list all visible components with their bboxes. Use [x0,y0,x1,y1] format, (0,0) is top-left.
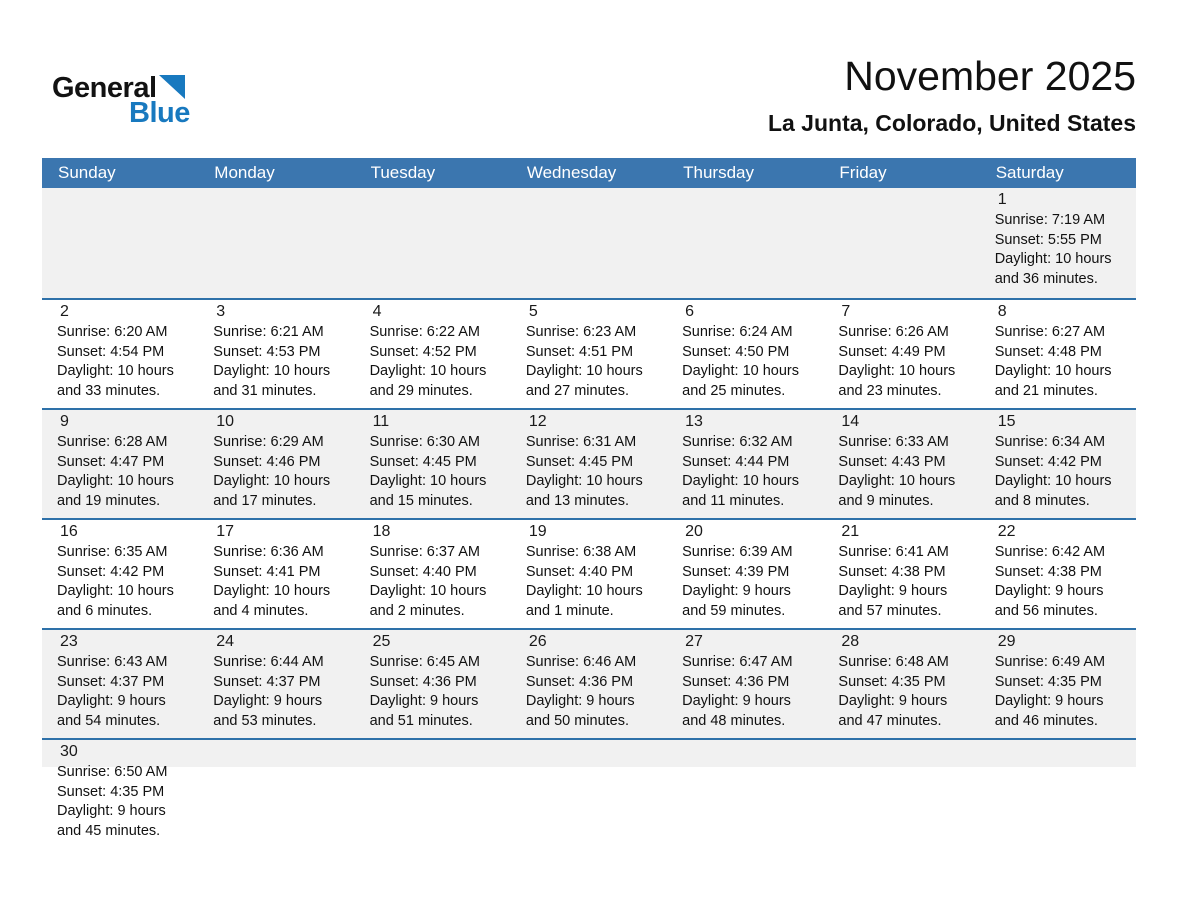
day-number: 30 [60,743,78,760]
day-info-line: Daylight: 9 hours [838,583,948,599]
day-info-line: and 11 minutes. [682,492,785,509]
logo-text-general: General [52,72,157,104]
day-cell-20 [667,520,823,628]
day-info-line: Sunset: 4:50 PM [682,343,790,360]
day-info-line: and 9 minutes. [838,492,934,509]
day-number: 5 [528,303,538,320]
day-info-line: Daylight: 10 hours [838,473,956,489]
day-number: 15 [997,413,1016,430]
day-info-line: Sunrise: 6:47 AM [682,654,793,670]
day-info-line: Sunrise: 6:44 AM [213,654,324,670]
day-cell-25 [355,630,511,738]
day-number: 3 [216,303,226,320]
day-number: 27 [685,633,703,650]
day-info-line: Sunrise: 6:42 AM [994,544,1106,560]
day-info-line: Daylight: 10 hours [57,583,174,599]
day-info-line: Sunrise: 6:49 AM [994,654,1106,670]
day-info-line: Daylight: 10 hours [369,583,487,599]
day-info-line: and 19 minutes. [57,492,161,509]
day-info-line: Sunset: 4:36 PM [525,673,634,690]
empty-day-cell [355,740,511,918]
day-number: 7 [841,303,851,320]
empty-day-cell [667,740,823,918]
day-cell-2 [42,300,198,408]
empty-day-cell [980,740,1136,918]
day-info-line: Sunrise: 6:50 AM [57,764,168,780]
day-info-line: Daylight: 9 hours [994,693,1104,709]
day-number: 21 [841,523,860,540]
day-info-line: and 6 minutes. [57,602,153,619]
day-info-line: Sunrise: 6:37 AM [369,544,480,560]
empty-day-cell [823,188,979,298]
day-info-line: Daylight: 10 hours [213,473,331,489]
day-info-line: Sunrise: 6:29 AM [213,434,324,450]
day-info-line: Sunset: 4:42 PM [994,453,1102,470]
empty-day-cell [198,188,354,298]
day-info-line: Sunset: 4:40 PM [369,563,477,580]
day-info-line: and 1 minute. [525,602,614,619]
day-info-line: and 50 minutes. [525,712,630,729]
day-cell-19 [511,520,667,628]
weekday-header-sunday: Sunday [58,163,116,182]
empty-day-cell [198,740,354,918]
title-block [768,55,1136,137]
day-info-line: and 48 minutes. [682,712,786,729]
day-number: 29 [997,633,1016,650]
day-info-line: Sunrise: 6:35 AM [57,544,168,560]
day-info-line: Sunrise: 6:24 AM [682,324,793,340]
day-info-line: and 13 minutes. [525,492,630,509]
day-info-line: Sunset: 4:39 PM [682,563,790,580]
day-info-line: and 59 minutes. [682,602,786,619]
day-cell-30 [42,740,198,918]
day-info-line: and 45 minutes. [57,822,161,839]
day-info-line: and 46 minutes. [994,712,1098,729]
day-number: 17 [216,523,235,540]
day-info-line: Sunrise: 6:21 AM [213,324,324,340]
day-info-line: Sunset: 4:37 PM [213,673,321,690]
day-info-line: Daylight: 9 hours [525,693,635,709]
week-row-5 [42,628,1136,738]
day-info-line: Daylight: 10 hours [213,363,331,379]
day-number: 28 [841,633,860,650]
page-header [0,0,1188,158]
day-info-line: Sunset: 4:35 PM [838,673,946,690]
day-number: 6 [685,303,695,320]
day-info-line: and 29 minutes. [369,382,473,399]
day-info-line: Sunrise: 6:45 AM [369,654,480,670]
day-number: 16 [60,523,78,540]
day-info-line: Sunset: 4:54 PM [57,343,165,360]
day-number: 18 [372,523,391,540]
day-info-line: and 47 minutes. [838,712,942,729]
day-info-line: Daylight: 10 hours [57,473,174,489]
day-info-line: Sunrise: 6:28 AM [57,434,168,450]
day-cell-3 [198,300,354,408]
day-info-line: Daylight: 9 hours [213,693,323,709]
day-info-line: Sunset: 4:43 PM [838,453,946,470]
day-info-line: Sunset: 4:48 PM [994,343,1102,360]
day-info-line: Sunset: 4:52 PM [369,343,477,360]
day-cell-1 [980,188,1136,298]
day-info-line: Daylight: 10 hours [57,363,174,379]
day-info-line: Sunset: 4:46 PM [213,453,321,470]
day-info-line: Sunrise: 7:19 AM [994,212,1106,228]
day-info-line: Daylight: 9 hours [57,693,166,709]
empty-day-cell [355,188,511,298]
day-info-line: Sunrise: 6:48 AM [838,654,949,670]
day-info-line: and 31 minutes. [213,382,317,399]
day-info-line: Sunrise: 6:27 AM [994,324,1106,340]
day-info-line: Sunset: 4:35 PM [57,783,165,800]
day-info-line: Sunrise: 6:34 AM [994,434,1106,450]
empty-day-cell [511,740,667,918]
day-cell-6 [667,300,823,408]
day-info-line: Daylight: 10 hours [525,583,643,599]
weekday-header-friday: Friday [839,163,887,182]
calendar-grid [42,158,1136,918]
day-number: 26 [528,633,547,650]
day-cell-27 [667,630,823,738]
calendar-weeks [42,188,1136,918]
day-cell-5 [511,300,667,408]
day-info-line: and 27 minutes. [525,382,630,399]
weekday-header-row [42,158,1136,188]
day-info-line: and 15 minutes. [369,492,473,509]
day-info-line: Sunset: 4:45 PM [369,453,477,470]
day-cell-17 [198,520,354,628]
weekday-header-thursday: Thursday [683,163,754,182]
day-cell-12 [511,410,667,518]
day-info-line: and 17 minutes. [213,492,317,509]
day-number: 2 [60,303,69,320]
day-info-line: Sunset: 4:40 PM [525,563,634,580]
empty-day-cell [42,188,198,298]
day-info-line: Daylight: 9 hours [838,693,948,709]
day-info-line: and 54 minutes. [57,712,161,729]
week-row-4 [42,518,1136,628]
day-info-line: Sunrise: 6:39 AM [682,544,793,560]
day-info-line: and 8 minutes. [994,492,1090,509]
day-info-line: Sunset: 4:38 PM [838,563,946,580]
day-info-line: Daylight: 10 hours [838,363,956,379]
day-number: 11 [372,413,390,430]
day-info-line: Sunrise: 6:32 AM [682,434,793,450]
day-info-line: Sunrise: 6:26 AM [838,324,949,340]
day-info-line: Sunrise: 6:30 AM [369,434,480,450]
day-info-line: Sunrise: 6:33 AM [838,434,949,450]
page-subtitle: La Junta, Colorado, United States [767,110,1136,137]
day-info-line: Sunrise: 6:46 AM [525,654,637,670]
day-cell-26 [511,630,667,738]
day-info-line: Sunset: 4:45 PM [525,453,634,470]
day-info-line: Sunrise: 6:23 AM [525,324,637,340]
day-number: 4 [372,303,382,320]
day-info-line: Daylight: 10 hours [369,473,487,489]
day-cell-18 [355,520,511,628]
day-info-line: Sunset: 4:36 PM [369,673,477,690]
day-info-line: and 23 minutes. [838,382,942,399]
day-info-line: Daylight: 10 hours [682,363,799,379]
weekday-header-saturday: Saturday [995,163,1064,182]
day-info-line: and 56 minutes. [994,602,1098,619]
week-row-6 [42,738,1136,918]
day-number: 14 [841,413,860,430]
day-info-line: Sunset: 5:55 PM [994,231,1102,248]
day-info-line: Daylight: 10 hours [682,473,799,489]
week-row-2 [42,298,1136,408]
day-cell-10 [198,410,354,518]
day-info-line: Daylight: 10 hours [994,251,1112,267]
day-info-line: Daylight: 9 hours [369,693,479,709]
day-info-line: Sunset: 4:53 PM [213,343,321,360]
day-info-line: Daylight: 10 hours [369,363,487,379]
empty-day-cell [511,188,667,298]
day-info-line: Sunrise: 6:36 AM [213,544,324,560]
day-info-line: Sunrise: 6:22 AM [369,324,480,340]
empty-day-cell [823,740,979,918]
day-info-line: Sunset: 4:49 PM [838,343,946,360]
day-info-line: Daylight: 9 hours [682,583,791,599]
day-info-line: Sunrise: 6:38 AM [525,544,637,560]
day-info-line: Sunset: 4:44 PM [682,453,790,470]
day-info-line: Daylight: 10 hours [994,473,1112,489]
day-info-line: Daylight: 10 hours [525,473,643,489]
weekday-header-wednesday: Wednesday [526,163,617,182]
day-info-line: Sunset: 4:38 PM [994,563,1102,580]
day-cell-15 [980,410,1136,518]
day-number: 22 [997,523,1016,540]
day-info-line: Daylight: 9 hours [994,583,1104,599]
week-row-3 [42,408,1136,518]
day-info-line: and 4 minutes. [213,602,309,619]
page-title: November 2025 [844,53,1136,99]
day-info-line: Sunset: 4:41 PM [213,563,321,580]
day-number: 9 [60,413,69,430]
logo-text-blue: Blue [129,97,190,129]
weekday-header-tuesday: Tuesday [370,163,436,182]
day-cell-7 [823,300,979,408]
day-info-line: Daylight: 10 hours [525,363,643,379]
day-info-line: and 51 minutes. [369,712,473,729]
general-blue-logo [52,74,190,128]
day-cell-11 [355,410,511,518]
empty-day-cell [667,188,823,298]
day-cell-9 [42,410,198,518]
day-info-line: Daylight: 9 hours [57,803,166,819]
day-number: 1 [997,191,1007,208]
day-info-line: and 33 minutes. [57,382,161,399]
day-info-line: Sunset: 4:51 PM [525,343,634,360]
day-info-line: Daylight: 9 hours [682,693,791,709]
day-info-line: Sunset: 4:47 PM [57,453,165,470]
day-cell-22 [980,520,1136,628]
day-number: 25 [372,633,391,650]
day-info-line: and 36 minutes. [994,270,1098,287]
weekday-header-monday: Monday [214,163,275,182]
day-cell-14 [823,410,979,518]
day-info-line: Sunrise: 6:41 AM [838,544,949,560]
day-info-line: Sunrise: 6:31 AM [525,434,637,450]
day-info-line: Sunset: 4:36 PM [682,673,790,690]
day-info-line: Sunset: 4:42 PM [57,563,165,580]
day-info-line: and 57 minutes. [838,602,942,619]
day-number: 13 [685,413,703,430]
day-cell-21 [823,520,979,628]
day-info-line: and 25 minutes. [682,382,786,399]
day-info-line: Daylight: 10 hours [994,363,1112,379]
day-cell-16 [42,520,198,628]
day-number: 12 [528,413,547,430]
day-number: 23 [60,633,78,650]
day-cell-29 [980,630,1136,738]
day-info-line: Sunrise: 6:43 AM [57,654,168,670]
week-row-1 [42,188,1136,298]
day-cell-24 [198,630,354,738]
day-info-line: Daylight: 10 hours [213,583,331,599]
day-info-line: Sunset: 4:37 PM [57,673,165,690]
day-number: 8 [997,303,1007,320]
day-number: 19 [528,523,547,540]
day-number: 20 [685,523,703,540]
day-info-line: and 2 minutes. [369,602,465,619]
day-info-line: and 21 minutes. [994,382,1098,399]
day-number: 24 [216,633,235,650]
day-cell-8 [980,300,1136,408]
day-cell-13 [667,410,823,518]
day-number: 10 [216,413,235,430]
day-cell-4 [355,300,511,408]
day-cell-23 [42,630,198,738]
day-info-line: and 53 minutes. [213,712,317,729]
day-cell-28 [823,630,979,738]
day-info-line: Sunrise: 6:20 AM [57,324,168,340]
day-info-line: Sunset: 4:35 PM [994,673,1102,690]
